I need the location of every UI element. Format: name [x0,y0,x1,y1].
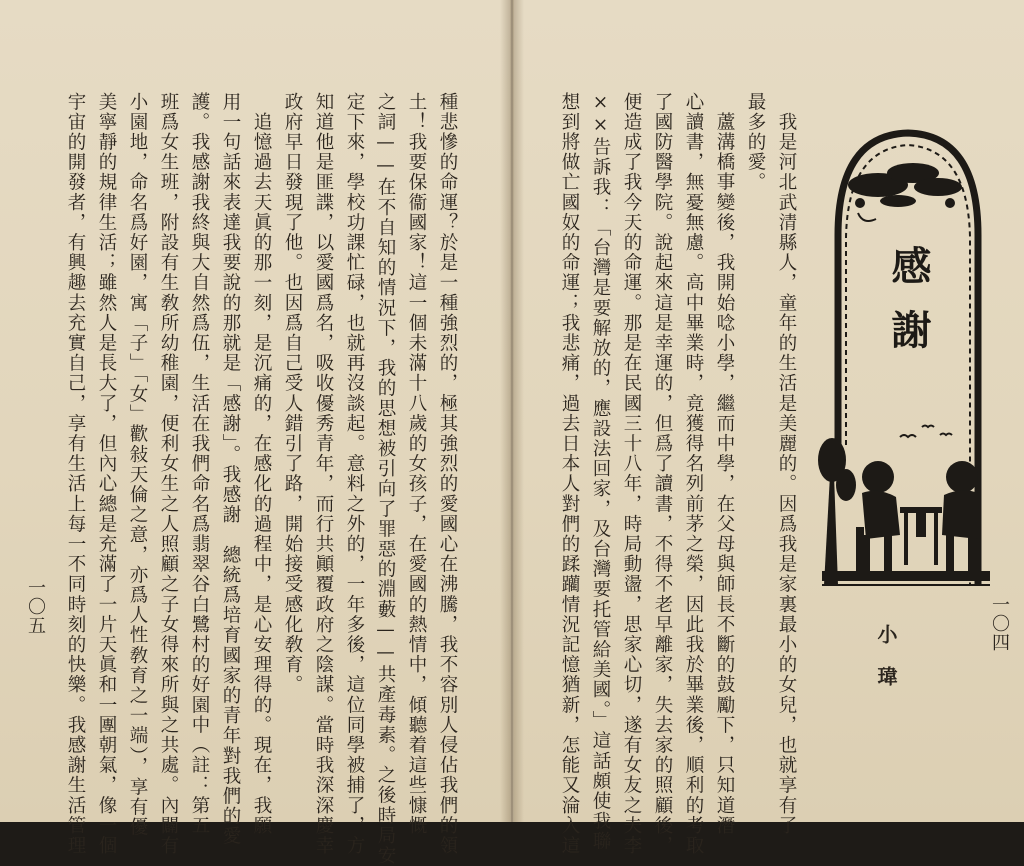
text-column: 我是河北武清縣人，童年的生活是美麗的。因爲我是家裏最小的女兒，也就享有了 [776,92,797,836]
text-column: 想到將做亡國奴的命運；我悲痛，過去日本人對們的蹂躪情況記憶猶新，怎能又淪入這 [559,92,580,856]
title-illustration [818,115,994,605]
text-column: 宇宙的開發者，有興趣去充實自己，享有生活上每一不同時刻的快樂。我感謝生活管理 [65,92,86,856]
text-column: 之詞——在不自知的情況下，我的思想被引向了罪惡的淵藪——共產毒素。之後時局安 [375,92,396,866]
author-name: 小瑋 [874,624,898,708]
text-column: 用一句話來表達我要說的那就是「感謝」。我感謝 總統爲培育國家的青年對我們的愛 [220,92,241,847]
left-page-body [60,92,463,866]
text-column: 知道他是匪諜，以愛國爲名，吸收優秀青年，而行共顚覆政府之陰謀。當時我深深慶幸 [313,92,334,856]
text-column: 土！我要保衞國家！這一個未滿十八歲的女孩子，在愛國的熱情中，傾聽着這些慷慨 [406,92,427,836]
text-column: 了國防醫學院。說起來這是幸運的，但爲了讀書，不得不老早離家，失去家的照顧後， [652,92,673,856]
book-gutter [500,0,524,822]
text-column: 美寧靜的規律生活；雖然人是長大了，但內心總是充滿了一片天眞和一團朝氣，像一個 [96,92,117,856]
text-column: 蘆溝橋事變後，我開始唸小學，繼而中學，在父母與師長不斷的鼓勵下，只知道潛 [714,92,735,836]
text-column: 小園地，命名爲好園，寓「子」「女」歡敍天倫之意，亦爲人性敎育之一端），享有優 [127,92,148,838]
page-number-left: 一〇五 [25,578,46,635]
text-column: 種悲慘的命運？於是一種強烈的，極其強烈的愛國心在沸騰，我不容別人侵佔我們的領 [437,92,458,856]
text-column: 護。我感謝我終與大自然爲伍，生活在我們命名爲翡翠谷白鷺村的好園中（註：第五 [189,92,210,836]
text-column: 追憶過去天眞的那一刻，是沉痛的，在感化的過程中，是心安理得的。現在，我願 [251,92,272,836]
text-column: 便造成了我今天的命運。那是在民國三十八年，時局動盪，思家心切，遂有女友之夫李 [621,92,642,856]
text-column: 最多的愛。 [745,92,766,193]
page-number-right: 一〇四 [989,595,1010,652]
article-title: 感謝 [885,245,931,373]
text-column: 定下來，學校功課忙碌，也就再沒談起。意料之外的，一年多後，這位同學被捕了，方 [344,92,365,856]
text-column: 政府早日發現了他。也因爲自己受人錯引了路，開始接受感化敎育。 [282,92,303,695]
right-page-body [554,92,802,856]
left-page [0,0,510,866]
text-column: 班爲女生班，附設有生敎所幼稚園，便利女生之人照顧之子女得來所與之共處。內闢有 [158,92,179,856]
text-column: 心讀書，無憂無慮。高中畢業時，竟獲得名列前茅之榮，因此我於畢業後，順利的考取 [683,92,704,856]
text-column: ××告訴我：「台灣是要解放的，應設法回家，及台灣要托管給美國。」這話頗使我聯 [590,92,611,852]
